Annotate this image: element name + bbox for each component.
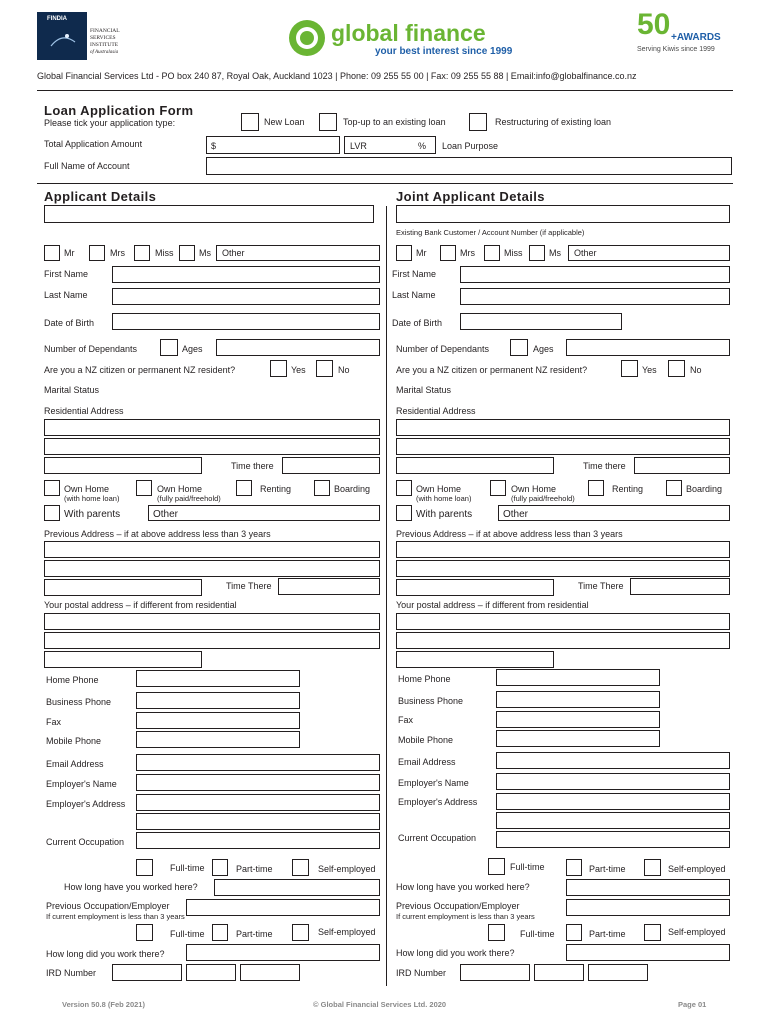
ird-field-1[interactable] [112,964,182,981]
joint-home-phone-label: Home Phone [398,674,451,684]
brand-tagline: your best interest since 1999 [375,46,513,57]
new-loan-label: New Loan [264,117,305,127]
joint-occupation-label: Current Occupation [398,833,477,843]
business-phone-label: Business Phone [46,697,112,707]
joint-prev-time-there-field[interactable] [630,578,730,595]
currency-symbol: $ [211,141,217,151]
joint-citizen-label: Are you a NZ citizen or permanent NZ resident? [396,365,588,375]
prev-address-label: Previous Address – if at above address less than 3 years [44,529,271,539]
awards-logo [637,10,737,56]
percent-symbol: % [418,141,427,151]
topup-label: Top-up to an existing loan [343,117,446,127]
contact-line: Global Financial Services Ltd - PO box 240 87, Royal Oak, Auckland 1023 | Phone: 09 255 55 00 | Fax: 09 255 55 88 | Email:info@globalfinance.co.nz [37,71,637,81]
own-home-freehold-label: Own Home [157,484,203,494]
joint-postal-line-2[interactable] [396,632,730,649]
total-amount-label: Total Application Amount [44,139,143,149]
joint-prev-part-time-label: Part-time [589,929,626,939]
fsi-logo [37,12,132,62]
fax-label: Fax [46,717,62,727]
ird-field-3[interactable] [240,964,300,981]
account-name-field[interactable] [206,157,732,175]
joint-employer-name-field[interactable] [496,773,730,790]
res-address-line-1[interactable] [44,419,380,436]
mr-checkbox[interactable] [44,245,60,261]
joint-prev-self-employed-label: Self-employed [668,927,726,937]
joint-freehold-note: (fully paid/freehold) [511,494,575,503]
first-name-label: First Name [44,269,89,279]
joint-occupation-field[interactable] [496,831,730,848]
sparkle-icon [37,12,87,60]
citizen-yes-label: Yes [291,365,306,375]
joint-mr-label: Mr [416,248,427,258]
full-time-label: Full-time [170,863,205,873]
joint-ird-label: IRD Number [396,968,447,978]
joint-self-employed-checkbox[interactable] [644,859,661,876]
prev-full-time-label: Full-time [170,929,205,939]
email-field[interactable] [136,754,380,771]
citizen-no-checkbox[interactable] [316,360,333,377]
joint-full-time-label: Full-time [510,862,545,872]
joint-own-home-freehold-label: Own Home [511,484,557,494]
joint-ird-field-1[interactable] [460,964,530,981]
dob-field[interactable] [112,313,380,330]
prev-address-line-2[interactable] [44,560,380,577]
joint-prev-full-time-checkbox[interactable] [488,924,505,941]
prev-full-time-checkbox[interactable] [136,924,153,941]
loan-purpose-label: Loan Purpose [442,141,499,151]
business-phone-field[interactable] [136,692,300,709]
joint-part-time-label: Part-time [589,864,626,874]
occupation-label: Current Occupation [46,837,125,847]
joint-citizen-no-checkbox[interactable] [668,360,685,377]
joint-email-label: Email Address [398,757,456,767]
joint-prev-occ-note: If current employment is less than 3 years [396,912,535,921]
joint-res-address-line-2[interactable] [396,438,730,455]
prev-address-line-3[interactable] [44,579,202,596]
ird-label: IRD Number [46,968,97,978]
joint-employer-address-line-1[interactable] [496,793,730,810]
postal-line-3[interactable] [44,651,202,668]
joint-ages-field[interactable] [566,339,730,356]
prev-occupation-field[interactable] [186,899,380,916]
citizen-label: Are you a NZ citizen or permanent NZ resident? [44,365,236,375]
employer-address-label: Employer's Address [46,799,126,809]
dependants-field[interactable] [160,339,178,356]
bank-customer-label: Existing Bank Customer / Account Number (if applicable) [396,228,585,237]
joint-marital-label: Marital Status [396,385,452,395]
joint-res-address-label: Residential Address [396,406,476,416]
joint-home-phone-field[interactable] [496,669,660,686]
own-home-freehold-checkbox[interactable] [136,480,152,496]
joint-part-time-field[interactable] [566,859,582,876]
joint-own-home-freehold-checkbox[interactable] [490,480,506,496]
employer-name-field[interactable] [136,774,380,791]
footer-copyright: © Global Financial Services Ltd. 2020 [313,1000,447,1009]
joint-citizen-yes-checkbox[interactable] [621,360,638,377]
prev-address-line-1[interactable] [44,541,380,558]
joint-prev-full-time-label: Full-time [520,929,555,939]
column-divider [386,206,387,986]
joint-full-time-checkbox[interactable] [488,858,505,875]
header-rule [37,90,733,91]
employer-address-line-1[interactable] [136,794,380,811]
applicant-bank-field[interactable] [44,205,374,223]
full-time-checkbox[interactable] [136,859,153,876]
fsi-logo-line-2: SERVICES [90,35,116,41]
joint-prev-self-employed-checkbox[interactable] [644,924,661,941]
joint-prev-address-label: Previous Address – if at above address less than 3 years [396,529,623,539]
joint-with-parents-label: With parents [416,509,473,520]
joint-mobile-phone-field[interactable] [496,730,660,747]
joint-ird-field-3[interactable] [588,964,648,981]
how-long-worked-field[interactable] [214,879,380,896]
prev-occupation-label: Previous Occupation/Employer [46,901,170,911]
joint-own-home-loan-checkbox[interactable] [396,480,412,496]
joint-time-there-label: Time there [583,461,626,471]
employer-name-label: Employer's Name [46,779,117,789]
time-there-field[interactable] [282,457,380,474]
joint-with-loan-note: (with home loan) [416,494,472,503]
miss-checkbox[interactable] [134,245,150,261]
tick-prompt: Please tick your application type: [44,118,176,128]
last-name-label: Last Name [44,290,88,300]
joint-bank-field[interactable] [396,205,730,223]
how-long-worked-label: How long have you worked here? [64,882,198,892]
first-name-field[interactable] [112,266,380,283]
postal-line-2[interactable] [44,632,380,649]
joint-ms-label: Ms [549,248,561,258]
own-home-loan-checkbox[interactable] [44,480,60,496]
marital-label: Marital Status [44,385,100,395]
boarding-checkbox[interactable] [314,480,330,496]
how-long-did-label: How long did you work there? [46,949,165,959]
home-phone-field[interactable] [136,670,300,687]
joint-other-residence-field[interactable] [498,505,730,521]
ages-label: Ages [182,344,203,354]
boarding-label: Boarding [334,484,371,494]
renting-label: Renting [260,484,292,494]
joint-how-long-worked-field[interactable] [566,879,730,896]
joint-first-name-field[interactable] [460,266,730,283]
joint-employer-name-label: Employer's Name [398,778,469,788]
fax-field[interactable] [136,712,300,729]
dob-label: Date of Birth [44,318,95,328]
how-long-did-field[interactable] [186,944,380,961]
joint-business-phone-field[interactable] [496,691,660,708]
joint-mrs-label: Mrs [460,248,475,258]
mr-label: Mr [64,248,75,258]
joint-mobile-phone-label: Mobile Phone [398,735,454,745]
mrs-label: Mrs [110,248,125,258]
ages-field[interactable] [216,339,380,356]
prev-self-employed-checkbox[interactable] [292,924,309,941]
own-home-loan-label: Own Home [64,484,110,494]
joint-other-residence-label: Other [503,509,529,520]
joint-how-long-worked-label: How long have you worked here? [396,882,530,892]
joint-dependants-label: Number of Dependants [396,344,490,354]
joint-prev-address-line-1[interactable] [396,541,730,558]
employer-address-line-2[interactable] [136,813,380,830]
joint-own-home-loan-label: Own Home [416,484,462,494]
prev-self-employed-label: Self-employed [318,927,376,937]
self-employed-label: Self-employed [318,864,376,874]
joint-last-name-field[interactable] [460,288,730,305]
joint-prev-time-there-label: Time There [578,581,624,591]
prev-time-there-field[interactable] [278,578,380,595]
postal-line-1[interactable] [44,613,380,630]
restructure-label: Restructuring of existing loan [495,117,612,127]
joint-postal-label: Your postal address – if different from residential [396,600,589,610]
part-time-field[interactable] [212,859,228,876]
new-loan-checkbox[interactable] [241,113,259,131]
joint-self-employed-label: Self-employed [668,864,726,874]
prev-time-there-label: Time There [226,581,272,591]
joint-miss-label: Miss [504,248,523,258]
lvr-label: LVR [350,141,367,151]
joint-how-long-did-label: How long did you work there? [396,948,515,958]
fsi-logo-sub: of Australasia [90,50,119,55]
joint-prev-address-line-2[interactable] [396,560,730,577]
email-label: Email Address [46,759,104,769]
joint-fax-field[interactable] [496,711,660,728]
joint-ird-field-2[interactable] [534,964,584,981]
occupation-field[interactable] [136,832,380,849]
citizen-yes-checkbox[interactable] [270,360,287,377]
self-employed-checkbox[interactable] [292,859,309,876]
account-name-label: Full Name of Account [44,161,130,171]
joint-other-title-label: Other [574,248,597,258]
form-title: Loan Application Form [44,103,194,118]
joint-ages-label: Ages [533,344,554,354]
section-rule [37,183,733,184]
other-residence-field[interactable] [148,505,380,521]
joint-miss-checkbox[interactable] [484,245,500,261]
joint-first-name-label: First Name [392,269,437,279]
joint-business-phone-label: Business Phone [398,696,464,706]
mobile-phone-label: Mobile Phone [46,736,102,746]
awards-label: +AWARDS [671,32,721,43]
footer-page: Page 01 [678,1000,707,1009]
citizen-no-label: No [338,365,350,375]
brand-logo [287,18,517,60]
joint-boarding-label: Boarding [686,484,723,494]
joint-renting-label: Renting [612,484,644,494]
mrs-checkbox[interactable] [89,245,105,261]
joint-prev-occupation-field[interactable] [566,899,730,916]
footer-version: Version 50.8 (Feb 2021) [62,1000,145,1009]
res-address-label: Residential Address [44,406,124,416]
restructure-checkbox[interactable] [469,113,487,131]
gf-logo-icon [287,18,329,60]
fsi-logo-line-1: FINANCIAL [90,28,120,34]
time-there-label: Time there [231,461,274,471]
ird-field-2[interactable] [186,964,236,981]
awards-sub: Serving Kiwis since 1999 [637,46,715,53]
postal-label: Your postal address – if different from residential [44,600,237,610]
joint-fax-label: Fax [398,715,414,725]
freehold-note: (fully paid/freehold) [157,494,221,503]
joint-renting-checkbox[interactable] [588,480,604,496]
last-name-field[interactable] [112,288,380,305]
joint-res-address-line-3[interactable] [396,457,554,474]
joint-prev-address-line-3[interactable] [396,579,554,596]
joint-prev-part-time-field[interactable] [566,924,582,941]
joint-res-address-line-1[interactable] [396,419,730,436]
prev-occ-note: If current employment is less than 3 years [46,912,185,921]
with-loan-note: (with home loan) [64,494,120,503]
res-address-line-3[interactable] [44,457,202,474]
awards-number: 50 [637,8,671,41]
joint-employer-address-label: Employer's Address [398,797,478,807]
miss-label: Miss [155,248,174,258]
joint-ms-checkbox[interactable] [529,245,545,261]
topup-checkbox[interactable] [319,113,337,131]
applicant-heading: Applicant Details [44,189,157,204]
brand-name: global finance [331,20,486,46]
total-amount-field[interactable] [206,136,340,154]
part-time-label: Part-time [236,864,273,874]
joint-postal-line-3[interactable] [396,651,554,668]
joint-boarding-checkbox[interactable] [666,480,682,496]
other-title-label: Other [222,248,245,258]
mobile-phone-field[interactable] [136,731,300,748]
joint-citizen-yes-label: Yes [642,365,657,375]
joint-how-long-did-field[interactable] [566,944,730,961]
joint-prev-occupation-label: Previous Occupation/Employer [396,901,520,911]
joint-mr-checkbox[interactable] [396,245,412,261]
joint-last-name-label: Last Name [392,290,436,300]
other-residence-label: Other [153,509,179,520]
with-parents-checkbox[interactable] [44,505,60,521]
joint-with-parents-checkbox[interactable] [396,505,412,521]
prev-part-time-field[interactable] [212,924,228,941]
joint-dob-label: Date of Birth [392,318,443,328]
fsi-logo-line-3: INSTITUTE [90,42,119,48]
ms-checkbox[interactable] [179,245,195,261]
joint-email-field[interactable] [496,752,730,769]
res-address-line-2[interactable] [44,438,380,455]
joint-time-there-field[interactable] [634,457,730,474]
with-parents-label: With parents [64,509,121,520]
renting-checkbox[interactable] [236,480,252,496]
dependants-label: Number of Dependants [44,344,138,354]
joint-heading: Joint Applicant Details [396,189,545,204]
ms-label: Ms [199,248,211,258]
joint-mrs-checkbox[interactable] [440,245,456,261]
joint-dependants-field[interactable] [510,339,528,356]
joint-postal-line-1[interactable] [396,613,730,630]
fsi-logo-top: FINDIA [47,16,67,22]
joint-citizen-no-label: No [690,365,702,375]
joint-employer-address-line-2[interactable] [496,812,730,829]
home-phone-label: Home Phone [46,675,99,685]
fsi-logo-mark [37,12,87,60]
joint-dob-field[interactable] [460,313,622,330]
prev-part-time-label: Part-time [236,929,273,939]
